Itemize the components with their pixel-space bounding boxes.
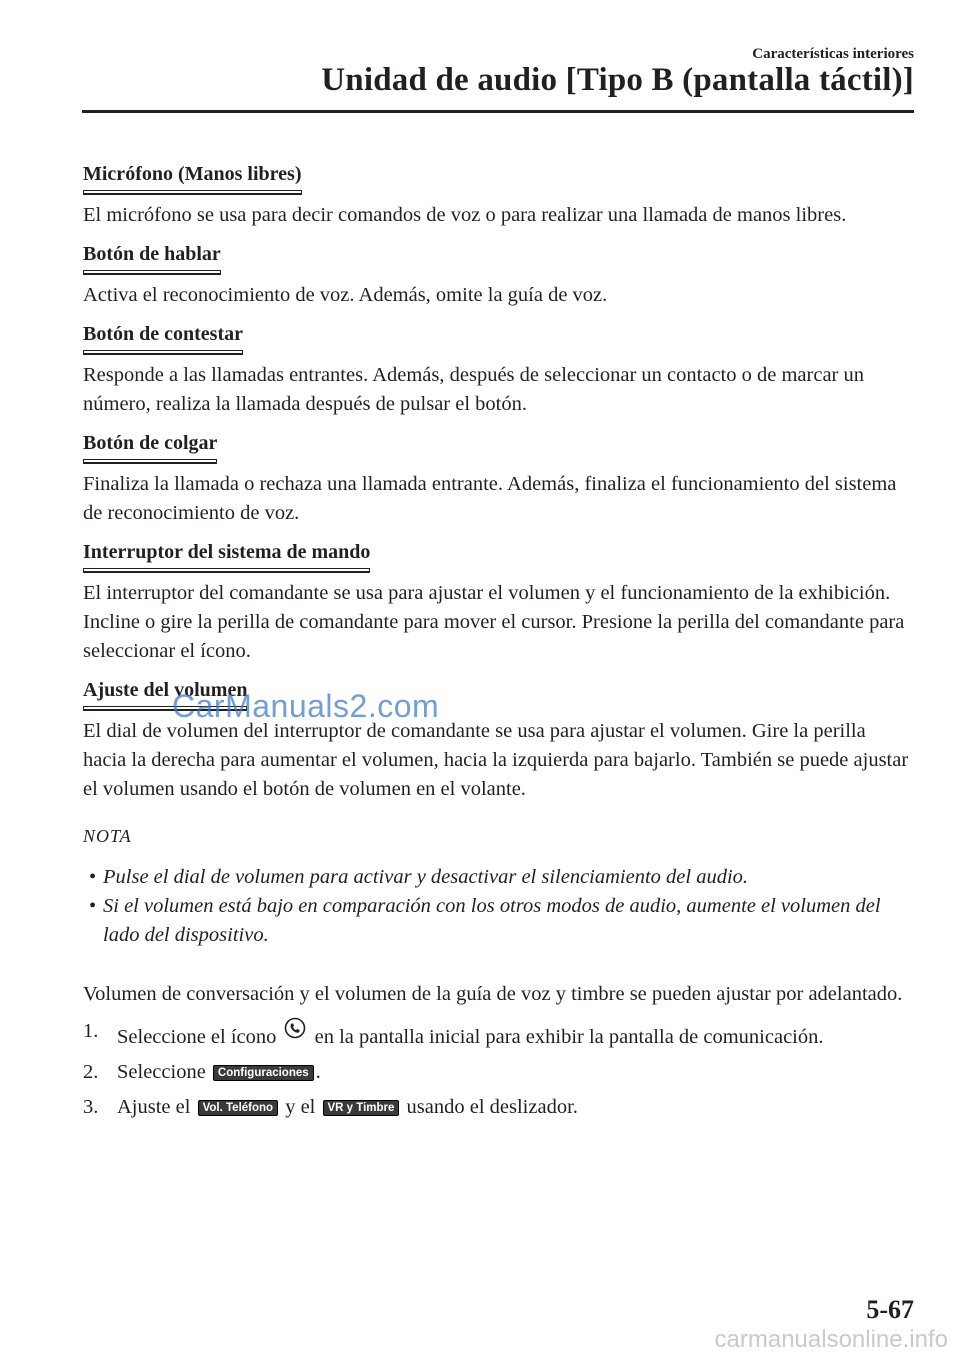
step-text: Seleccione el ícono <box>117 1026 277 1048</box>
section-heading: Micrófono (Manos libres) <box>83 160 302 191</box>
step-text: . <box>315 1061 321 1083</box>
header-rule <box>82 110 914 113</box>
section-heading: Botón de colgar <box>83 429 217 460</box>
section-heading: Botón de contestar <box>83 320 243 351</box>
page-content <box>83 160 913 1128</box>
step-text: Seleccione <box>117 1061 206 1083</box>
intro-paragraph: Volumen de conversación y el volumen de la guía de voz y timbre se pueden ajustar por adelantado. <box>83 983 903 1005</box>
section-microfono <box>83 160 913 230</box>
section-body: El micrófono se usa para decir comandos de voz o para realizar una llamada de manos libres. <box>83 204 847 226</box>
bullet-icon: • <box>89 895 97 917</box>
watermark: CarManuals2.com <box>172 688 440 724</box>
section-boton-hablar <box>83 240 913 310</box>
step-item <box>83 1093 913 1122</box>
nota-item <box>89 863 913 892</box>
step-number: 3. <box>83 1096 99 1118</box>
step-item <box>83 1058 913 1087</box>
vol-telefono-button: Vol. Teléfono <box>198 1100 279 1116</box>
page-title: Unidad de audio [Tipo B (pantalla táctil)] <box>321 62 914 98</box>
section-body: Responde a las llamadas entrantes. Además, después de seleccionar un contacto o de marcar un número, realiza la llamada después de pulsar el botón. <box>83 364 864 415</box>
nota-item-text: Si el volumen está bajo en comparación con los otros modos de audio, aumente el volumen del lado del dispositivo. <box>103 895 881 946</box>
section-body: El dial de volumen del interruptor de comandante se usa para ajustar el volumen. Gire la perilla hacia la derecha para aumentar el volumen, hacia la izquierda para bajarlo. También se puede ajustar el volumen usando el botón de volumen en el volante. <box>83 720 909 800</box>
page-number: 5-67 <box>866 1295 914 1324</box>
header-section-label: Características interiores <box>752 46 914 62</box>
bullet-icon: • <box>89 866 97 888</box>
section-boton-colgar <box>83 429 913 528</box>
nota-item-text: Pulse el dial de volumen para activar y desactivar el silenciamiento del audio. <box>103 866 749 888</box>
nota-label: NOTA <box>83 826 132 846</box>
step-text: en la pantalla inicial para exhibir la pantalla de comunicación. <box>314 1026 824 1048</box>
nota-list <box>83 863 913 950</box>
section-interruptor <box>83 538 913 666</box>
section-body: Finaliza la llamada o rechaza una llamada entrante. Además, finaliza el funcionamiento del sistema de reconocimiento de voz. <box>83 473 897 524</box>
step-number: 1. <box>83 1020 99 1042</box>
step-item <box>83 1017 913 1052</box>
section-heading: Interruptor del sistema de mando <box>83 538 370 569</box>
section-boton-contestar <box>83 320 913 419</box>
step-text: y el <box>285 1096 316 1118</box>
section-body: El interruptor del comandante se usa para ajustar el volumen y el funcionamiento de la exhibición. Incline o gire la perilla de comandante para mover el cursor. Presione la perilla del comandante para seleccionar el ícono. <box>83 582 905 662</box>
section-heading: Botón de hablar <box>83 240 221 271</box>
step-text: usando el deslizador. <box>406 1096 578 1118</box>
configuraciones-button: Configuraciones <box>213 1065 314 1081</box>
steps-list <box>83 1017 913 1122</box>
vr-timbre-button: VR y Timbre <box>323 1100 400 1116</box>
section-heading: Ajuste del volumen <box>83 676 247 707</box>
section-body: Activa el reconocimiento de voz. Además, omite la guía de voz. <box>83 284 608 306</box>
footer-url: carmanualsonline.info <box>714 1326 948 1353</box>
step-text: Ajuste el <box>117 1096 191 1118</box>
step-number: 2. <box>83 1061 99 1083</box>
phone-icon <box>284 1017 306 1039</box>
nota-item <box>89 892 913 950</box>
